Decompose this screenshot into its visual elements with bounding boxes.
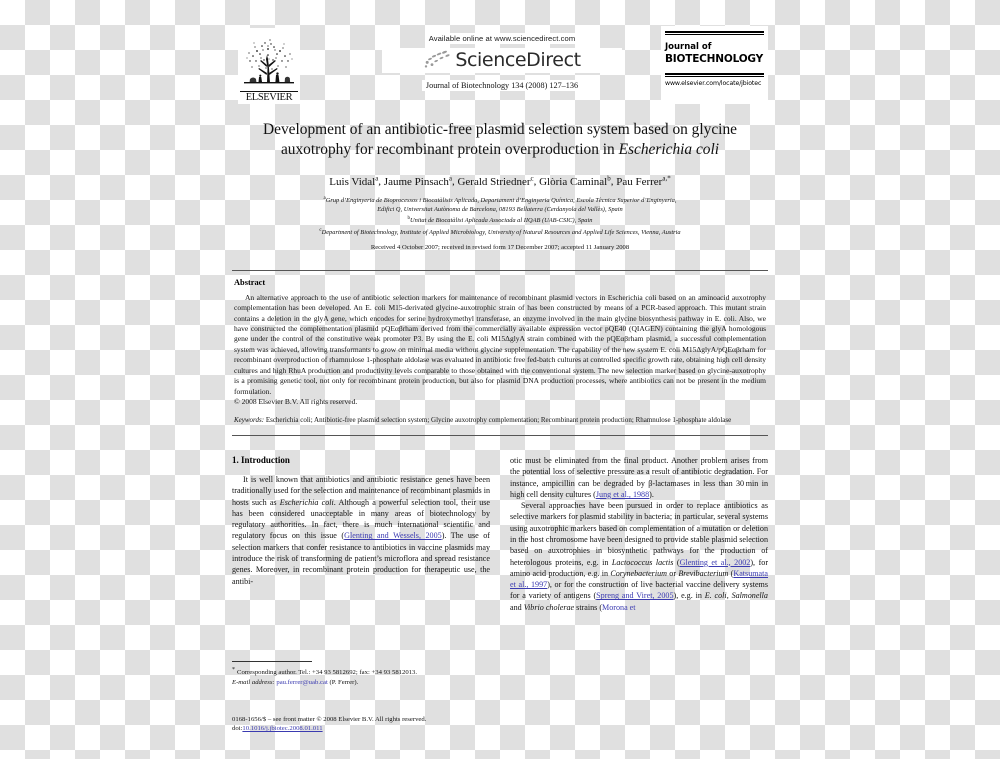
journal-citation: Journal of Biotechnology 134 (2008) 127–136 (422, 80, 582, 91)
citation-link[interactable]: Jung et al., 1988 (595, 489, 650, 499)
paper-title-species: Escherichia coli (618, 141, 720, 158)
footnote-block (232, 661, 490, 687)
author-mark: b (607, 174, 611, 182)
sciencedirect-wordmark: ScienceDirect (455, 49, 581, 71)
author (616, 176, 670, 188)
journal-logo-line1: Journal of (665, 42, 712, 52)
footnote-rule (232, 661, 312, 662)
keywords-text: Escherichia coli; Antibiotic-free plasmid selection system; Glycine auxotrophy complementation; Recombinant protein production; Rhamnulose 1-phosphate aldolase (265, 416, 732, 425)
author-name: Glòria Caminal (539, 175, 608, 188)
elsevier-wordmark: ELSEVIER (240, 91, 298, 104)
keywords-label: Keywords: (234, 416, 265, 425)
elsevier-tree-icon (240, 35, 298, 91)
abstract-body (234, 293, 766, 407)
author-mark: a (375, 174, 379, 182)
issn-footer (232, 715, 490, 734)
footnote-star: * (232, 666, 235, 673)
author-list: Luis Vidal$^a$, Jaume Pinsach$^a$, Gerald Striedner$^c$, Glòria Caminal$^b$, Pau Ferrer$^{a,*}$ (329, 174, 671, 188)
left-column-text (232, 474, 490, 587)
affiliation-text: Grup d’Enginyeria de Bioprocessos i Biocatàlisis Aplicada, Departament d’Enginyeria Química, Escola Tècnica Superior d’Enginyeria, (325, 196, 677, 204)
received-dates: Received 4 October 2007; received in revised form 17 December 2007; accepted 11 January 2008 (370, 243, 630, 251)
journal-logo-rule-top-thin (665, 34, 764, 35)
affiliation-text: Department of Biotechnology, Institute of Applied Microbiology, University of Natural Resources and Applied Life Sciences, Vienna, Austria (321, 228, 681, 236)
masthead (232, 14, 768, 104)
journal-logo-url: www.elsevier.com/locate/jbiotec (665, 80, 762, 87)
journal-logo-title (665, 42, 764, 65)
journal-logo-rule-top-thick (665, 31, 764, 33)
author-name: Jaume Pinsach (383, 175, 449, 188)
citation-link[interactable]: Spreng and Viret, 2005 (596, 591, 674, 601)
abstract-rule-bottom (232, 435, 768, 436)
journal-logo-line2: BIOTECHNOLOGY (665, 52, 764, 65)
footnote-text (232, 666, 490, 687)
journal-logo (661, 26, 768, 104)
author (539, 176, 611, 188)
citation-link[interactable]: Katsumata et al., 1997 (510, 568, 768, 590)
email-address-label: E-mail address: (232, 678, 275, 686)
title-block (232, 120, 768, 251)
journal-logo-rule-bottom-thin (665, 76, 764, 77)
affiliation (232, 205, 768, 214)
author (384, 176, 452, 188)
sciencedirect-block (382, 28, 622, 93)
email-link[interactable]: pau.ferrer@uab.cat (276, 678, 328, 686)
author-name: Pau Ferrer (616, 175, 663, 188)
sciencedirect-swoosh-icon (423, 49, 453, 71)
paper-title-line1: Development of an antibiotic-free plasmid selection system based on glycine (263, 121, 737, 138)
abstract-copyright: © 2008 Elsevier B.V. All rights reserved. (234, 396, 358, 406)
author-mark: c (530, 174, 534, 182)
citation-link[interactable]: Morona et (602, 602, 636, 612)
affiliation-mark: c (319, 227, 322, 233)
keywords (234, 416, 766, 426)
author-mark: a (448, 174, 452, 182)
affiliation-text: Unitat de Biocatàlisi Aplicada Associada al IIQAB (UAB-CSIC), Spain (410, 217, 593, 225)
paragraph: It is well known that antibiotics and antibiotic resistance genes have been traditionally used for the selection and maintenance of recombinant plasmids in hosts such as Escherichia coli. Although a powerful selection tool, their use has been considered unacceptable in many areas of biotechnology by regulatory authorities. In fact, there is much international scientific and regulatory focus on this issue (Glenting and Wessels, 2005). The use of selection markers that confer resistance to antibiotics in vaccine plasmids may introduce the risk of transforming de patient’s microflora and spread resistance genes. Moreover, in recombinant protein production for therapeutic use, the antibi- (232, 474, 490, 586)
doi-link[interactable]: 10.1016/j.jbiotec.2008.01.011 (242, 725, 323, 733)
sciencedirect-logo (382, 48, 622, 73)
doi-line (232, 724, 490, 733)
affiliation-mark: b (407, 216, 411, 222)
doi-label: doi: (232, 725, 243, 733)
available-online-text: Available online at www.sciencedirect.com (426, 33, 579, 44)
affiliation-list (232, 194, 768, 237)
citation-link[interactable]: Glenting et al., 2002 (679, 557, 751, 567)
author-name: Gerald Striedner (457, 175, 531, 188)
left-column (232, 454, 490, 733)
body-columns (232, 454, 769, 733)
section-heading-introduction: 1. Introduction (232, 454, 290, 465)
corresponding-author-text: Corresponding author. Tel.: +34 93 5812692; fax: +34 93 5812013. (237, 669, 418, 677)
abstract-heading: Abstract (234, 277, 266, 287)
right-column-text (510, 455, 768, 613)
author-mark: a,* (662, 174, 671, 182)
elsevier-logo (238, 28, 300, 104)
paragraph: otic must be eliminated from the final product. Another problem arises from the potential loss of selective pressure as a result of antibiotic degradation. For instance, ampicillin can be degraded by β-lactamases in less than 30 min in high cell density cultures (Jung et al., 1988). (510, 455, 768, 499)
issn-line: 0168-1656/$ – see front matter © 2008 Elsevier B.V. All rights reserved. (232, 715, 427, 723)
paper-page (232, 14, 768, 747)
affiliation (232, 194, 768, 205)
right-column (510, 455, 768, 687)
paper-title-line2-prefix: auxotrophy for recombinant protein overproduction in (280, 141, 619, 158)
affiliation-text: Edifici Q, Universitat Autònoma de Barcelona, 08193 Bellaterra (Cerdanyola del Vallès), Spain (377, 205, 623, 213)
citation-link[interactable]: Glenting and Wessels, 2005 (344, 531, 442, 541)
affiliation (232, 214, 768, 225)
email-owner: (P. Ferrer). (329, 678, 359, 686)
affiliation (232, 226, 768, 237)
author-name: Luis Vidal (329, 175, 376, 188)
abstract-rule-top (232, 270, 768, 271)
author (457, 176, 533, 188)
abstract-paragraph: An alternative approach to the use of antibiotic selection markers for maintenance of recombinant plasmid vectors in Escherichia coli based on an aminoacid auxotrophy complementation has been developed. An E. coli M15-derivated glycine-auxotrophic strain of has been constructed by means of a PCR-based approach. This mutant strain contains a deletion in the glyA gene, which encodes for serine hydroxymethyl transferase, an enzyme involved in the main glycine biosynthesis pathway in E. coli. Also, we have constructed the complementation plasmid pQEαβrham derived from the commercially available expression vector pQE40 (QIAGEN) containing the glyA homologous gene under the control of the constitutive weak promoter P3. By using the E. coli M15ΔglyA strain combined with the pQEαβrham plasmid, a successful complementation system was achieved, allowing transformants to grow on minimal media without glycine supplementation. The capability of the new system E. coli M15ΔglyA/pQEαβrham for recombinant overproduction of rhamnulose 1-phosphate aldolase was evaluated in antibiotic free fed-batch cultures at controlled specific growth rate, obtaining high cell density cultures and high RhuA production and productivity levels comparable to those obtained with the conventional system. The new selection marker based on glycine-auxotrophy is a promising genetic tool, not only for recombinant protein production, but also for plasmid DNA production processes, where antibiotics can not be present in the medium formulation. (234, 292, 766, 396)
author (329, 176, 378, 188)
paragraph: Several approaches have been pursued in order to replace antibiotics as selective markers for plasmid stability in bacteria; in particular, several systems using auxotrophic markers based on complementation of a mutation or deletion in the host chromosome have been designed to provide stable plasmid selection based on auxotrophies in biosynthetic pathways for the production of heterologous proteins, e.g. in Lactococcus lactis (Glenting et al., 2002), for amino acid production, e.g. in Corynebacterium or Brevibacterium (Katsumata et al., 1997), or for the construction of live bacterial vaccine delivery systems for a variety of antigens (Spreng and Viret, 2005), e.g. in E. coli, Salmonella and Vibrio cholerae strains (Morona et (510, 501, 769, 612)
page-title (236, 120, 764, 160)
affiliation-mark: a (323, 195, 326, 201)
journal-logo-rule-bottom-thick (665, 73, 764, 75)
